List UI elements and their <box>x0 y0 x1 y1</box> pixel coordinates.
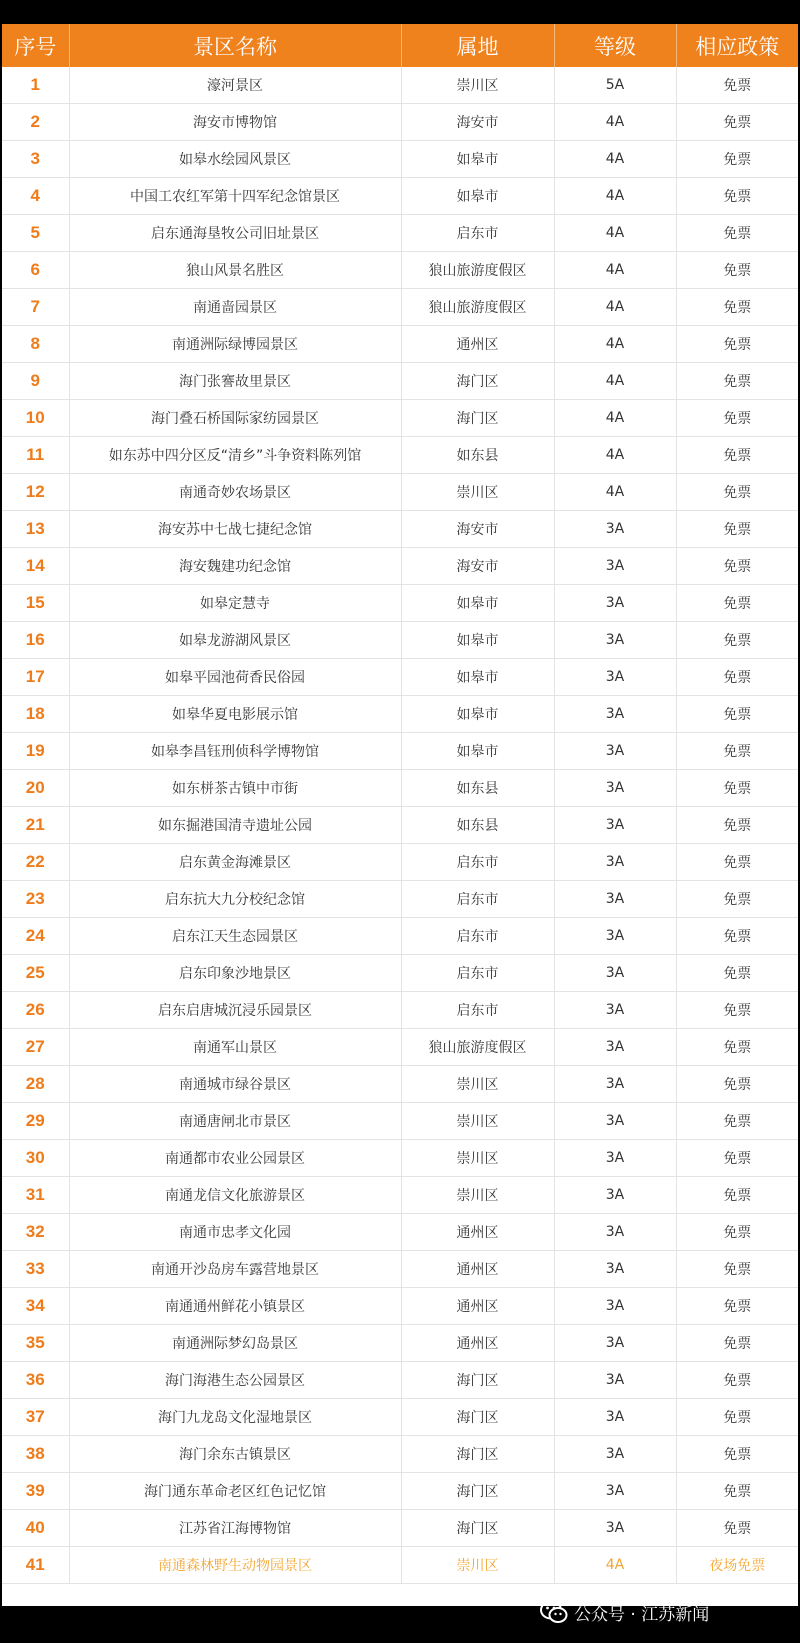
header-scenic-name: 景区名称 <box>69 24 401 67</box>
cell-index: 2 <box>2 104 69 141</box>
table-row <box>2 881 798 918</box>
cell-policy: 免票 <box>676 881 798 918</box>
cell-location: 崇川区 <box>401 1066 554 1103</box>
table-row <box>2 585 798 622</box>
table-row <box>2 215 798 252</box>
cell-location: 海门区 <box>401 1510 554 1547</box>
header-grade: 等级 <box>554 24 676 67</box>
cell-policy: 免票 <box>676 659 798 696</box>
table-row <box>2 1362 798 1399</box>
header-index: 序号 <box>2 24 69 67</box>
cell-location: 启东市 <box>401 918 554 955</box>
cell-location: 崇川区 <box>401 1140 554 1177</box>
cell-index: 19 <box>2 733 69 770</box>
cell-policy: 免票 <box>676 104 798 141</box>
cell-location: 通州区 <box>401 1325 554 1362</box>
cell-scenic-name: 海安苏中七战七捷纪念馆 <box>69 511 401 548</box>
watermark-text: 公众号 · 江苏新闻 <box>574 1604 710 1625</box>
cell-policy: 免票 <box>676 1140 798 1177</box>
cell-policy: 免票 <box>676 918 798 955</box>
cell-index: 23 <box>2 881 69 918</box>
cell-location: 通州区 <box>401 1251 554 1288</box>
cell-policy: 免票 <box>676 67 798 104</box>
header-policy: 相应政策 <box>676 24 798 67</box>
table-row <box>2 1325 798 1362</box>
cell-scenic-name: 南通啬园景区 <box>69 289 401 326</box>
cell-grade: 3A <box>554 1436 676 1473</box>
cell-scenic-name: 南通市忠孝文化园 <box>69 1214 401 1251</box>
cell-grade: 3A <box>554 844 676 881</box>
cell-policy: 免票 <box>676 326 798 363</box>
cell-index: 20 <box>2 770 69 807</box>
cell-grade: 4A <box>554 141 676 178</box>
cell-index: 24 <box>2 918 69 955</box>
cell-index: 27 <box>2 1029 69 1066</box>
cell-location: 崇川区 <box>401 67 554 104</box>
cell-grade: 3A <box>554 992 676 1029</box>
cell-scenic-name: 海安魏建功纪念馆 <box>69 548 401 585</box>
table-row <box>2 1436 798 1473</box>
cell-grade: 4A <box>554 326 676 363</box>
cell-policy: 免票 <box>676 511 798 548</box>
cell-scenic-name: 如皋平园池荷香民俗园 <box>69 659 401 696</box>
cell-grade: 4A <box>554 252 676 289</box>
cell-location: 如皋市 <box>401 733 554 770</box>
table-row <box>2 1177 798 1214</box>
cell-location: 如皋市 <box>401 659 554 696</box>
cell-scenic-name: 启东通海垦牧公司旧址景区 <box>69 215 401 252</box>
scenic-spot-table <box>2 24 798 1584</box>
cell-policy: 免票 <box>676 844 798 881</box>
cell-scenic-name: 如皋龙游湖风景区 <box>69 622 401 659</box>
cell-policy: 免票 <box>676 1177 798 1214</box>
table-row <box>2 1140 798 1177</box>
cell-index: 34 <box>2 1288 69 1325</box>
cell-scenic-name: 南通龙信文化旅游景区 <box>69 1177 401 1214</box>
cell-policy: 免票 <box>676 178 798 215</box>
cell-scenic-name: 如东栟茶古镇中市街 <box>69 770 401 807</box>
cell-grade: 3A <box>554 770 676 807</box>
cell-policy: 免票 <box>676 733 798 770</box>
cell-policy: 免票 <box>676 1399 798 1436</box>
cell-grade: 3A <box>554 1399 676 1436</box>
cell-policy: 免票 <box>676 1066 798 1103</box>
cell-location: 如皋市 <box>401 696 554 733</box>
table-row <box>2 955 798 992</box>
table-row <box>2 992 798 1029</box>
header-location: 属地 <box>401 24 554 67</box>
cell-index: 33 <box>2 1251 69 1288</box>
cell-location: 启东市 <box>401 955 554 992</box>
table-row <box>2 548 798 585</box>
table-row <box>2 252 798 289</box>
cell-grade: 3A <box>554 696 676 733</box>
cell-index: 35 <box>2 1325 69 1362</box>
cell-location: 海安市 <box>401 104 554 141</box>
cell-location: 崇川区 <box>401 1547 554 1584</box>
cell-index: 9 <box>2 363 69 400</box>
cell-location: 如皋市 <box>401 178 554 215</box>
cell-index: 6 <box>2 252 69 289</box>
cell-scenic-name: 南通洲际梦幻岛景区 <box>69 1325 401 1362</box>
cell-scenic-name: 江苏省江海博物馆 <box>69 1510 401 1547</box>
cell-index: 11 <box>2 437 69 474</box>
cell-index: 30 <box>2 1140 69 1177</box>
cell-grade: 5A <box>554 67 676 104</box>
cell-policy: 免票 <box>676 1103 798 1140</box>
cell-index: 17 <box>2 659 69 696</box>
cell-location: 如皋市 <box>401 141 554 178</box>
cell-grade: 3A <box>554 548 676 585</box>
cell-scenic-name: 海门叠石桥国际家纺园景区 <box>69 400 401 437</box>
cell-scenic-name: 启东黄金海滩景区 <box>69 844 401 881</box>
cell-policy: 免票 <box>676 1029 798 1066</box>
cell-location: 崇川区 <box>401 474 554 511</box>
cell-scenic-name: 如东掘港国清寺遗址公园 <box>69 807 401 844</box>
cell-index: 14 <box>2 548 69 585</box>
cell-location: 启东市 <box>401 992 554 1029</box>
cell-index: 25 <box>2 955 69 992</box>
cell-scenic-name: 狼山风景名胜区 <box>69 252 401 289</box>
table-row <box>2 1251 798 1288</box>
cell-scenic-name: 南通军山景区 <box>69 1029 401 1066</box>
cell-grade: 4A <box>554 1547 676 1584</box>
table-row <box>2 1103 798 1140</box>
cell-location: 狼山旅游度假区 <box>401 252 554 289</box>
cell-grade: 3A <box>554 1473 676 1510</box>
cell-location: 如东县 <box>401 437 554 474</box>
cell-grade: 3A <box>554 1214 676 1251</box>
cell-index: 18 <box>2 696 69 733</box>
table-row <box>2 178 798 215</box>
cell-location: 如皋市 <box>401 585 554 622</box>
cell-index: 38 <box>2 1436 69 1473</box>
cell-index: 26 <box>2 992 69 1029</box>
cell-index: 40 <box>2 1510 69 1547</box>
cell-index: 31 <box>2 1177 69 1214</box>
cell-policy: 免票 <box>676 807 798 844</box>
table-row <box>2 696 798 733</box>
cell-location: 如东县 <box>401 770 554 807</box>
cell-location: 狼山旅游度假区 <box>401 289 554 326</box>
cell-grade: 3A <box>554 1288 676 1325</box>
table-row <box>2 1214 798 1251</box>
cell-policy: 免票 <box>676 955 798 992</box>
cell-scenic-name: 海门张謇故里景区 <box>69 363 401 400</box>
cell-index: 10 <box>2 400 69 437</box>
cell-index: 5 <box>2 215 69 252</box>
cell-policy: 免票 <box>676 437 798 474</box>
cell-location: 启东市 <box>401 881 554 918</box>
cell-location: 海门区 <box>401 363 554 400</box>
table-row <box>2 474 798 511</box>
table-row <box>2 770 798 807</box>
cell-location: 启东市 <box>401 844 554 881</box>
cell-policy: 免票 <box>676 1362 798 1399</box>
cell-scenic-name: 启东抗大九分校纪念馆 <box>69 881 401 918</box>
cell-scenic-name: 海门海港生态公园景区 <box>69 1362 401 1399</box>
cell-policy: 免票 <box>676 1436 798 1473</box>
cell-policy: 免票 <box>676 1473 798 1510</box>
cell-policy: 免票 <box>676 474 798 511</box>
table-row <box>2 1510 798 1547</box>
cell-policy: 免票 <box>676 400 798 437</box>
cell-scenic-name: 中国工农红军第十四军纪念馆景区 <box>69 178 401 215</box>
cell-grade: 3A <box>554 807 676 844</box>
cell-policy: 免票 <box>676 141 798 178</box>
cell-index: 39 <box>2 1473 69 1510</box>
cell-grade: 4A <box>554 178 676 215</box>
cell-grade: 3A <box>554 1362 676 1399</box>
table-row <box>2 400 798 437</box>
cell-location: 海门区 <box>401 1362 554 1399</box>
table-row <box>2 807 798 844</box>
top-black-bar <box>0 0 800 23</box>
cell-scenic-name: 如皋李昌钰刑侦科学博物馆 <box>69 733 401 770</box>
cell-policy: 免票 <box>676 622 798 659</box>
table-row <box>2 67 798 104</box>
cell-scenic-name: 南通城市绿谷景区 <box>69 1066 401 1103</box>
table-row <box>2 918 798 955</box>
cell-scenic-name: 启东印象沙地景区 <box>69 955 401 992</box>
scenic-spot-table-container <box>2 24 798 1606</box>
cell-policy: 免票 <box>676 215 798 252</box>
cell-grade: 3A <box>554 918 676 955</box>
cell-grade: 3A <box>554 1177 676 1214</box>
cell-scenic-name: 海门九龙岛文化湿地景区 <box>69 1399 401 1436</box>
cell-index: 13 <box>2 511 69 548</box>
cell-index: 3 <box>2 141 69 178</box>
cell-location: 海安市 <box>401 511 554 548</box>
cell-grade: 3A <box>554 1140 676 1177</box>
cell-scenic-name: 海安市博物馆 <box>69 104 401 141</box>
table-row <box>2 1066 798 1103</box>
table-row <box>2 659 798 696</box>
cell-scenic-name: 南通森林野生动物园景区 <box>69 1547 401 1584</box>
cell-policy: 夜场免票 <box>676 1547 798 1584</box>
cell-grade: 3A <box>554 733 676 770</box>
table-header-row <box>2 24 798 67</box>
cell-grade: 3A <box>554 1325 676 1362</box>
cell-policy: 免票 <box>676 992 798 1029</box>
cell-index: 12 <box>2 474 69 511</box>
cell-location: 如东县 <box>401 807 554 844</box>
table-row <box>2 326 798 363</box>
cell-index: 8 <box>2 326 69 363</box>
table-row <box>2 289 798 326</box>
table-row <box>2 1029 798 1066</box>
cell-policy: 免票 <box>676 1510 798 1547</box>
cell-location: 如皋市 <box>401 622 554 659</box>
cell-grade: 4A <box>554 474 676 511</box>
table-row <box>2 622 798 659</box>
cell-location: 海门区 <box>401 400 554 437</box>
cell-scenic-name: 如皋水绘园风景区 <box>69 141 401 178</box>
cell-index: 41 <box>2 1547 69 1584</box>
cell-grade: 3A <box>554 955 676 992</box>
cell-scenic-name: 海门通东革命老区红色记忆馆 <box>69 1473 401 1510</box>
cell-scenic-name: 如皋定慧寺 <box>69 585 401 622</box>
cell-grade: 4A <box>554 104 676 141</box>
table-row <box>2 1547 798 1584</box>
cell-grade: 4A <box>554 400 676 437</box>
cell-index: 37 <box>2 1399 69 1436</box>
cell-grade: 4A <box>554 437 676 474</box>
cell-grade: 3A <box>554 1510 676 1547</box>
cell-scenic-name: 如东苏中四分区反“清乡”斗争资料陈列馆 <box>69 437 401 474</box>
table-row <box>2 1288 798 1325</box>
table-row <box>2 733 798 770</box>
cell-scenic-name: 海门余东古镇景区 <box>69 1436 401 1473</box>
cell-grade: 3A <box>554 511 676 548</box>
cell-scenic-name: 南通开沙岛房车露营地景区 <box>69 1251 401 1288</box>
table-row <box>2 1399 798 1436</box>
cell-grade: 3A <box>554 659 676 696</box>
cell-index: 36 <box>2 1362 69 1399</box>
cell-scenic-name: 启东启唐城沉浸乐园景区 <box>69 992 401 1029</box>
cell-policy: 免票 <box>676 1288 798 1325</box>
cell-index: 15 <box>2 585 69 622</box>
cell-grade: 4A <box>554 215 676 252</box>
cell-index: 21 <box>2 807 69 844</box>
cell-location: 海门区 <box>401 1473 554 1510</box>
cell-location: 通州区 <box>401 1214 554 1251</box>
watermark <box>540 1595 709 1629</box>
cell-index: 29 <box>2 1103 69 1140</box>
cell-location: 海安市 <box>401 548 554 585</box>
table-row <box>2 363 798 400</box>
cell-grade: 3A <box>554 1251 676 1288</box>
cell-scenic-name: 南通洲际绿博园景区 <box>69 326 401 363</box>
cell-grade: 4A <box>554 363 676 400</box>
cell-index: 1 <box>2 67 69 104</box>
wechat-official-account-icon <box>540 1600 568 1624</box>
cell-grade: 3A <box>554 1029 676 1066</box>
cell-policy: 免票 <box>676 585 798 622</box>
cell-location: 崇川区 <box>401 1177 554 1214</box>
cell-index: 28 <box>2 1066 69 1103</box>
table-row <box>2 104 798 141</box>
cell-policy: 免票 <box>676 289 798 326</box>
cell-location: 海门区 <box>401 1399 554 1436</box>
cell-policy: 免票 <box>676 1251 798 1288</box>
cell-grade: 3A <box>554 1066 676 1103</box>
table-row <box>2 141 798 178</box>
cell-scenic-name: 濠河景区 <box>69 67 401 104</box>
cell-scenic-name: 南通通州鲜花小镇景区 <box>69 1288 401 1325</box>
cell-scenic-name: 如皋华夏电影展示馆 <box>69 696 401 733</box>
cell-policy: 免票 <box>676 252 798 289</box>
cell-policy: 免票 <box>676 1325 798 1362</box>
cell-index: 22 <box>2 844 69 881</box>
cell-policy: 免票 <box>676 548 798 585</box>
cell-policy: 免票 <box>676 363 798 400</box>
cell-grade: 3A <box>554 622 676 659</box>
cell-scenic-name: 启东江天生态园景区 <box>69 918 401 955</box>
cell-scenic-name: 南通都市农业公园景区 <box>69 1140 401 1177</box>
cell-policy: 免票 <box>676 770 798 807</box>
cell-index: 16 <box>2 622 69 659</box>
cell-grade: 4A <box>554 289 676 326</box>
table-row <box>2 511 798 548</box>
cell-location: 通州区 <box>401 1288 554 1325</box>
cell-policy: 免票 <box>676 1214 798 1251</box>
table-row <box>2 437 798 474</box>
cell-index: 32 <box>2 1214 69 1251</box>
cell-scenic-name: 南通奇妙农场景区 <box>69 474 401 511</box>
cell-location: 启东市 <box>401 215 554 252</box>
cell-location: 海门区 <box>401 1436 554 1473</box>
cell-index: 7 <box>2 289 69 326</box>
cell-grade: 3A <box>554 585 676 622</box>
cell-location: 狼山旅游度假区 <box>401 1029 554 1066</box>
table-row <box>2 1473 798 1510</box>
cell-scenic-name: 南通唐闸北市景区 <box>69 1103 401 1140</box>
cell-index: 4 <box>2 178 69 215</box>
cell-location: 通州区 <box>401 326 554 363</box>
table-row <box>2 844 798 881</box>
cell-grade: 3A <box>554 1103 676 1140</box>
cell-location: 崇川区 <box>401 1103 554 1140</box>
cell-policy: 免票 <box>676 696 798 733</box>
cell-grade: 3A <box>554 881 676 918</box>
